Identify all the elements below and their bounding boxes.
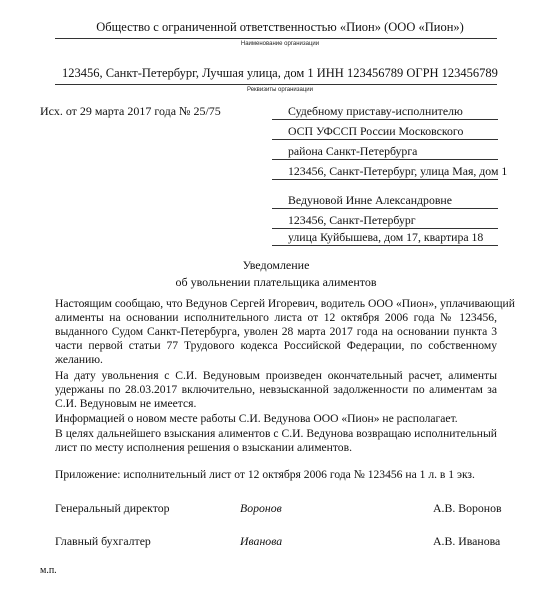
recipient-line: 123456, Санкт-Петербург, улица Мая, дом 1 (288, 164, 508, 178)
body-line: Информацией о новом месте работы С.И. Ведунова ООО «Пион» не располагает. (55, 412, 458, 425)
recipient-line: улица Куйбышева, дом 17, квартира 18 (288, 230, 484, 244)
signer-position: Генеральный директор (55, 501, 170, 515)
divider (272, 119, 498, 120)
organization-name-caption: Наименование организации (240, 41, 320, 47)
body-line: Настоящим сообщаю, что Ведунов Сергей Игоревич, водитель ООО «Пион», уплачивающий (55, 297, 515, 310)
recipient-line: района Санкт-Петербурга (288, 144, 418, 158)
document-title: Уведомление (242, 258, 310, 272)
body-line: желанию. (55, 353, 103, 366)
recipient-line: ОСП УФССП России Московского (288, 124, 464, 138)
divider (272, 159, 498, 160)
body-line: В целях дальнейшего взыскания алиментов с С.И. Ведунова возвращаю исполнительный (55, 427, 497, 440)
body-line: алименты на основании исполнительного листа от 12 октября 2006 года № 123456, (55, 311, 497, 324)
signature: Иванова (240, 534, 283, 548)
organization-name: Общество с ограниченной ответственностью «Пион» (ООО «Пион») (96, 20, 464, 34)
recipient-line: Судебному приставу-исполнителю (288, 104, 463, 118)
signer-name: А.В. Иванова (433, 534, 501, 548)
divider (272, 139, 498, 140)
body-line: С.И. Ведуновым не имеется. (55, 397, 197, 410)
document-subtitle: об увольнении плательщика алиментов (175, 275, 377, 289)
outgoing-reference: Исх. от 29 марта 2017 года № 25/75 (40, 104, 221, 118)
divider (272, 208, 498, 209)
body-line: лист по месту исполнения решения о взыскании алиментов. (55, 441, 352, 454)
signature: Воронов (240, 501, 282, 515)
recipient-line: Ведуновой Инне Александровне (288, 193, 452, 207)
attachment-line: Приложение: исполнительный лист от 12 октября 2006 года № 123456 на 1 л. в 1 экз. (55, 468, 475, 481)
body-line: выданного Судом Санкт-Петербурга, уволен 28 марта 2017 года на основании пункта 3 (55, 325, 497, 338)
body-line: части первой статьи 77 Трудового кодекса Российской Федерации, по собственному (55, 339, 497, 352)
organization-requisites-caption: Реквизиты организации (246, 87, 314, 93)
body-line: удержаны по 28.03.2017 включительно, невзысканной задолженности по алиментам за (55, 383, 497, 396)
divider (55, 38, 497, 39)
divider (272, 245, 498, 246)
divider (272, 179, 498, 180)
body-line: На дату увольнения с С.И. Ведуновым произведен окончательный расчет, алименты (55, 369, 497, 382)
divider (272, 228, 498, 229)
signer-name: А.В. Воронов (433, 501, 502, 515)
stamp-place: м.п. (40, 565, 57, 576)
organization-requisites: 123456, Санкт-Петербург, Лучшая улица, дом 1 ИНН 123456789 ОГРН 123456789 (62, 66, 498, 80)
recipient-line: 123456, Санкт-Петербург (288, 213, 416, 227)
divider (55, 84, 497, 85)
signer-position: Главный бухгалтер (55, 534, 151, 548)
